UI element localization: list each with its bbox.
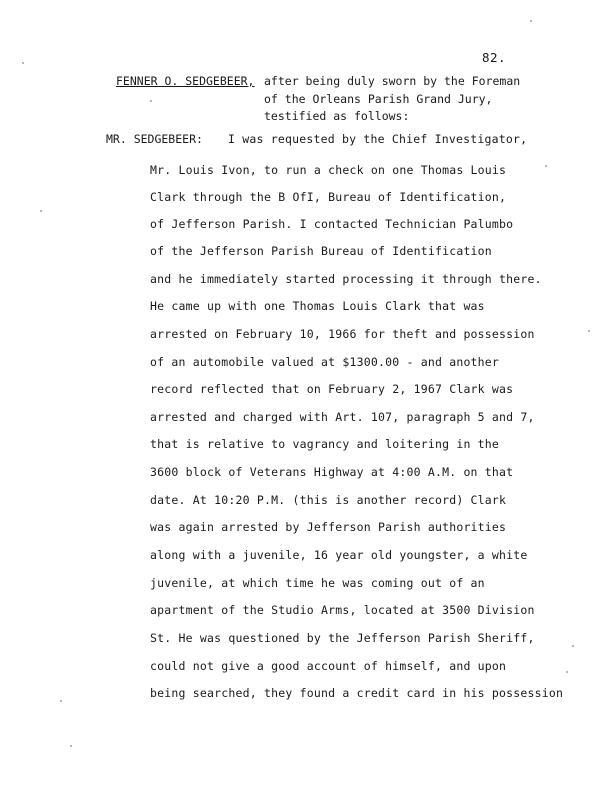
testimony-line: of an automobile valued at $1300.00 - and another [150, 355, 500, 369]
testimony-line: that is relative to vagrancy and loitering in the [150, 437, 500, 451]
scan-speck [545, 165, 547, 167]
testimony-line: record reflected that on February 2, 1967 Clark was [150, 382, 514, 396]
intro-line: after being duly sworn by the Foreman [264, 74, 521, 88]
scan-speck [588, 330, 590, 332]
scan-speck [566, 671, 568, 673]
scan-speck [530, 20, 532, 22]
testimony-line: could not give a good account of himself, and upon [150, 659, 507, 673]
testimony-line: being searched, they found a credit card in his possession [150, 686, 564, 700]
testimony-line: St. He was questioned by the Jefferson Parish Sheriff, [150, 631, 535, 645]
testimony-line: juvenile, at which time he was coming out of an [150, 576, 485, 590]
testimony-line: Mr. Louis Ivon, to run a check on one Thomas Louis [150, 163, 507, 177]
testimony-line: of the Jefferson Parish Bureau of Identification [150, 244, 492, 258]
testimony-line: of Jefferson Parish. I contacted Technician Palumbo [150, 217, 514, 231]
testimony-line: date. At 10:20 P.M. (this is another record) Clark [150, 493, 507, 507]
testimony-line: along with a juvenile, 16 year old youngster, a white [150, 548, 528, 562]
scan-speck [572, 645, 574, 647]
scan-speck [150, 100, 152, 102]
testimony-line: arrested on February 10, 1966 for theft and possession [150, 327, 535, 341]
witness-name: FENNER O. SEDGEBEER, [116, 74, 255, 88]
scan-speck [60, 700, 62, 702]
scan-speck [40, 210, 42, 212]
testimony-line: I was requested by the Chief Investigator, [228, 132, 528, 146]
scan-speck [70, 745, 72, 747]
page-number: 82. [482, 50, 507, 65]
testimony-line: He came up with one Thomas Louis Clark that was [150, 299, 485, 313]
intro-line: testified as follows: [264, 109, 410, 123]
testimony-line: Clark through the B OfI, Bureau of Identification, [150, 190, 507, 204]
testimony-line: and he immediately started processing it through there. [150, 272, 542, 286]
scan-speck [22, 62, 24, 64]
testimony-line: apartment of the Studio Arms, located at 3500 Division [150, 603, 535, 617]
testimony-line: was again arrested by Jefferson Parish authorities [150, 520, 507, 534]
intro-line: of the Orleans Parish Grand Jury, [264, 92, 493, 106]
speaker-label: MR. SEDGEBEER: [106, 132, 203, 146]
testimony-line: arrested and charged with Art. 107, paragraph 5 and 7, [150, 410, 535, 424]
testimony-line: 3600 block of Veterans Highway at 4:00 A.M. on that [150, 465, 514, 479]
